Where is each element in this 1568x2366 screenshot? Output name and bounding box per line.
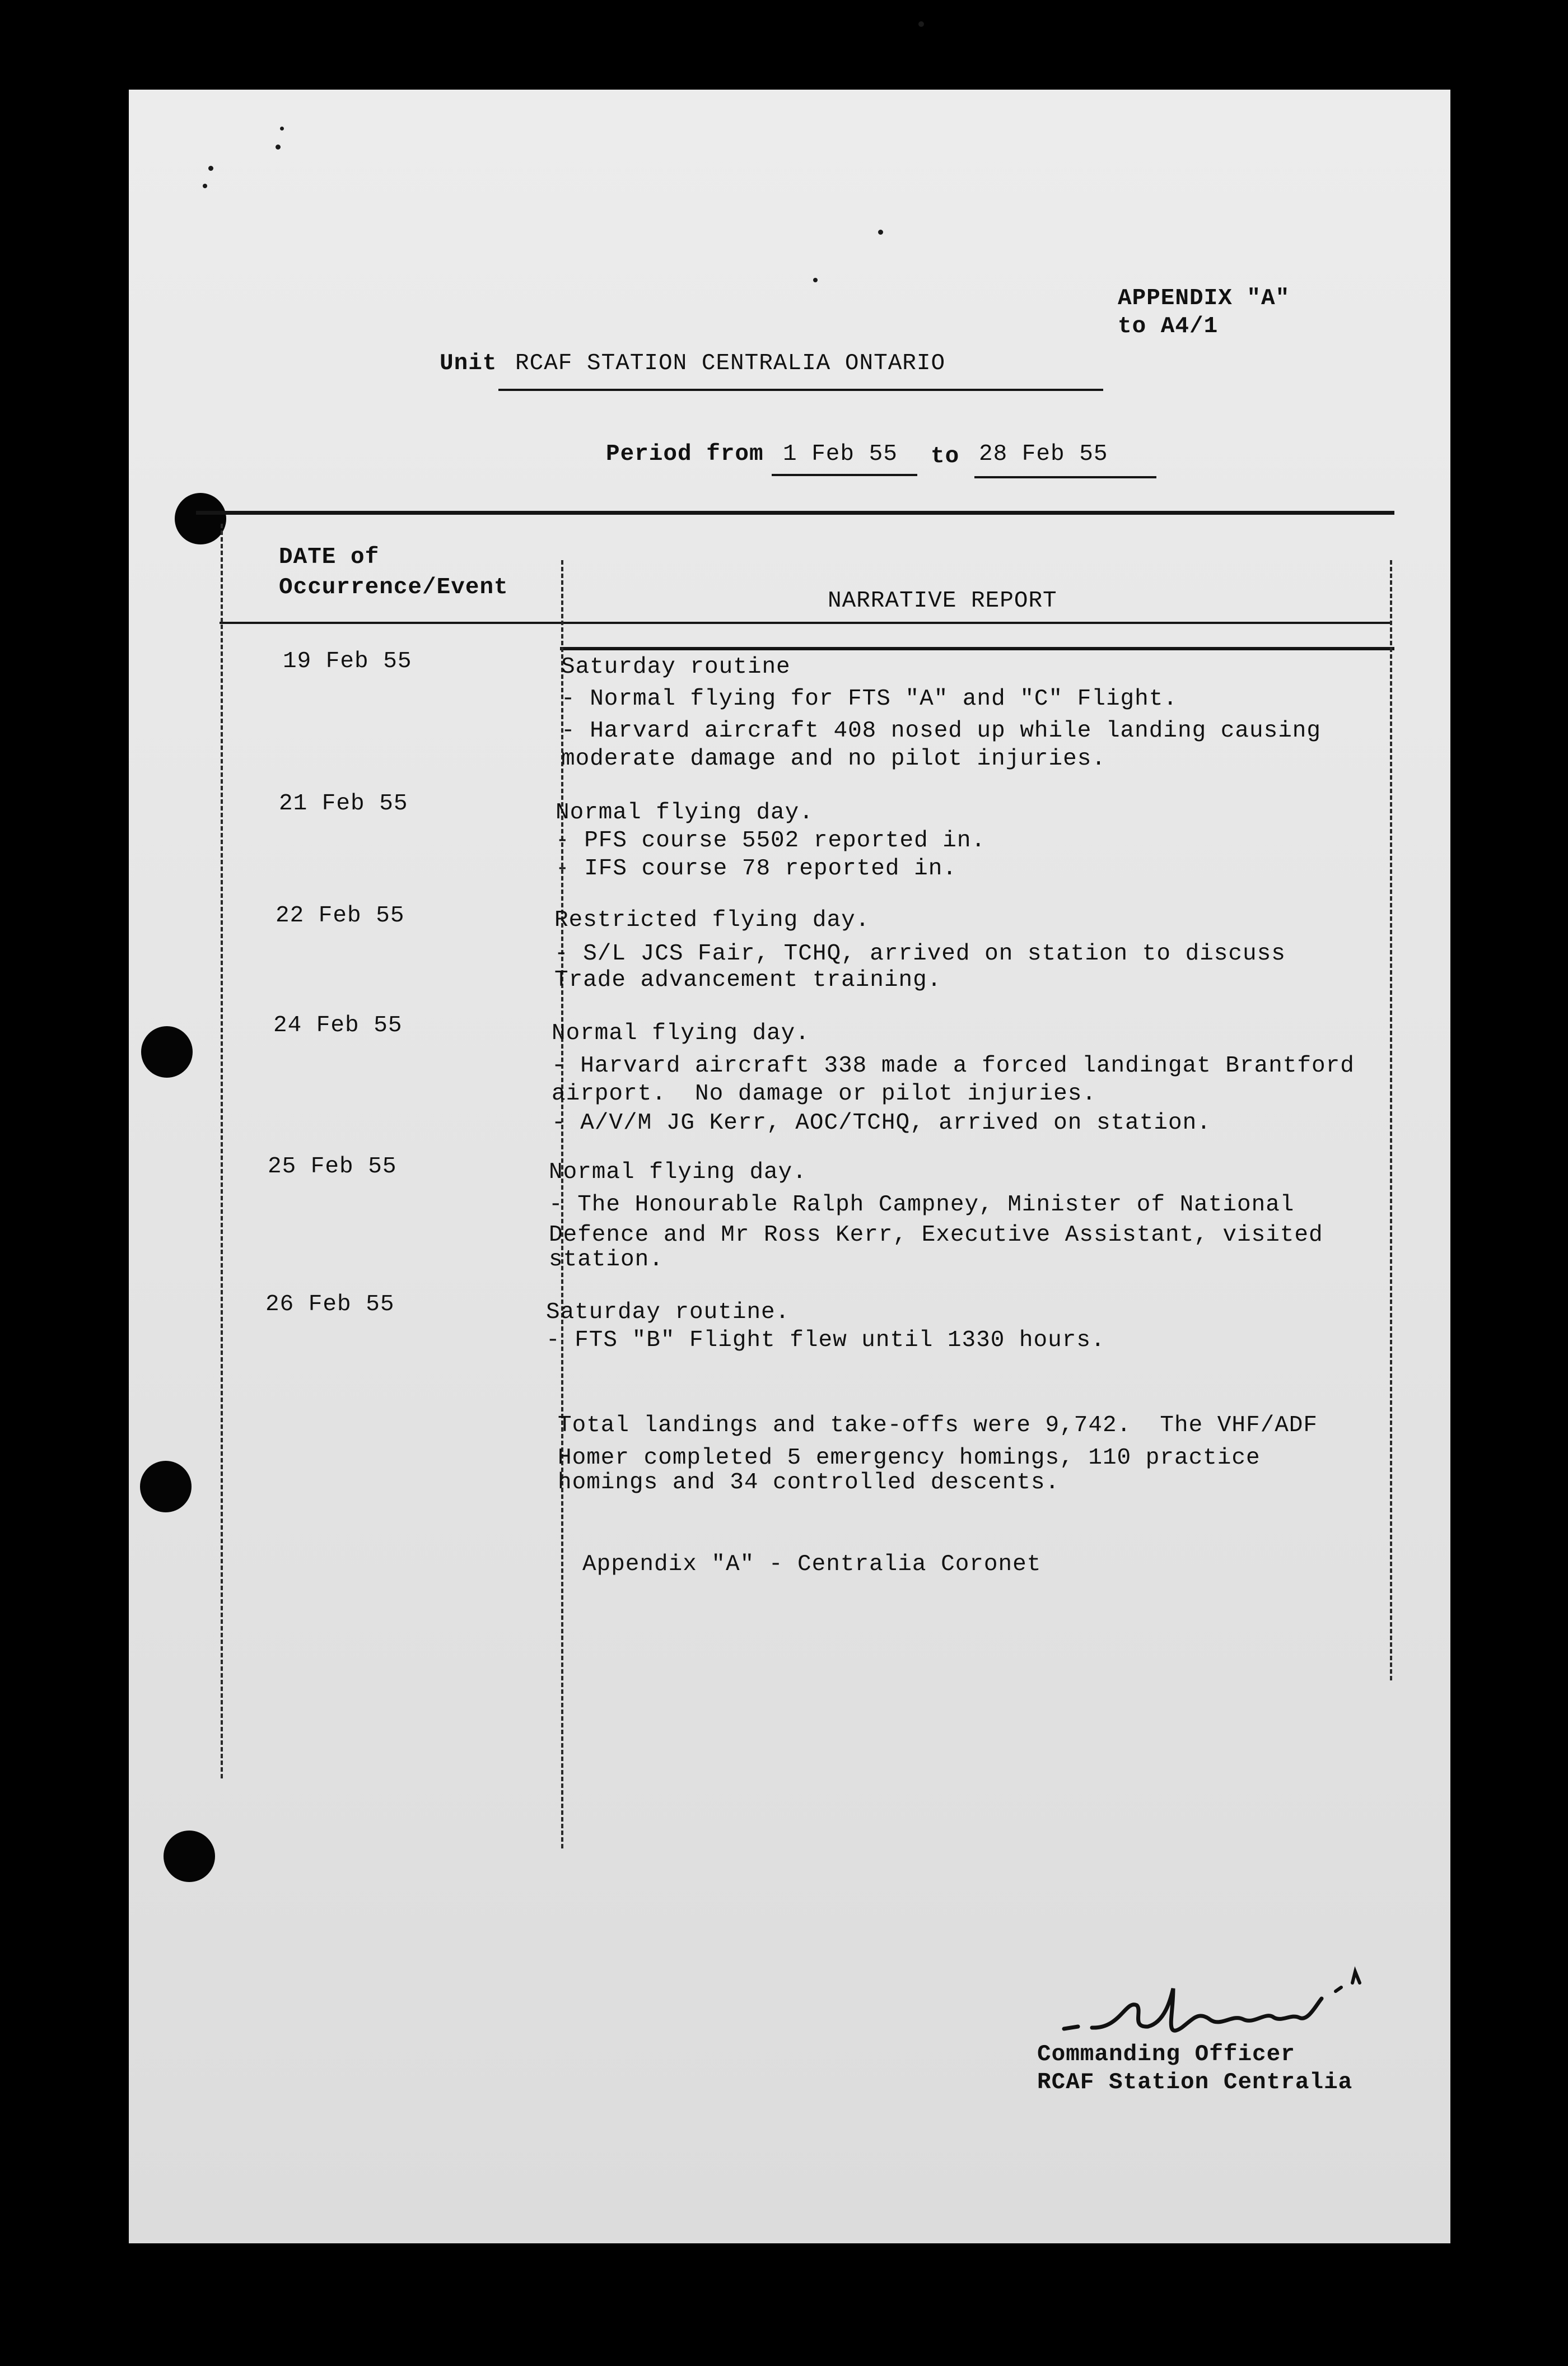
entry-date: 19 Feb 55	[283, 649, 412, 674]
speck	[813, 278, 818, 282]
entry-line: airport. No damage or pilot injuries.	[552, 1081, 1096, 1107]
entry-line: Normal flying day.	[552, 1021, 810, 1046]
period-to-underline	[974, 476, 1156, 478]
punch-hole	[141, 1026, 193, 1078]
punch-hole	[175, 493, 226, 544]
period-label: Period from	[606, 441, 764, 467]
entry-line: Trade advancement training.	[554, 967, 942, 993]
entry-date: 26 Feb 55	[265, 1292, 395, 1317]
table-left-border	[221, 524, 223, 1778]
entry-date: 24 Feb 55	[273, 1013, 403, 1038]
speck	[276, 145, 281, 150]
entry-date: 22 Feb 55	[276, 903, 405, 929]
entry-line: Normal flying day.	[556, 800, 814, 826]
speck	[203, 184, 207, 188]
table-header-rule-right	[560, 647, 1394, 650]
appendix-reference: to A4/1	[1118, 314, 1219, 339]
table-right-border	[1390, 560, 1392, 1680]
signature-unit: RCAF Station Centralia	[1037, 2070, 1353, 2095]
signature-title: Commanding Officer	[1037, 2042, 1295, 2067]
entry-line: Saturday routine.	[546, 1300, 790, 1325]
speck	[878, 230, 883, 235]
entry-line: - Normal flying for FTS "A" and "C" Flight.	[561, 686, 1178, 712]
entry-line: - S/L JCS Fair, TCHQ, arrived on station to discuss	[554, 941, 1286, 967]
appendix-note: Appendix "A" - Centralia Coronet	[582, 1552, 1042, 1577]
period-to: 28 Feb 55	[979, 441, 1108, 467]
speck	[208, 166, 213, 171]
punch-hole	[140, 1461, 192, 1512]
entry-line: - A/V/M JG Kerr, AOC/TCHQ, arrived on station.	[552, 1110, 1211, 1136]
handwritten-signature	[1053, 1966, 1389, 2044]
unit-value: RCAF STATION CENTRALIA ONTARIO	[515, 351, 946, 376]
entry-line: Normal flying day.	[549, 1159, 807, 1185]
date-column-header-line2: Occurrence/Event	[279, 575, 508, 600]
entry-line: - Harvard aircraft 408 nosed up while landing causing	[561, 718, 1322, 744]
unit-label: Unit	[440, 351, 497, 376]
speck	[280, 127, 284, 131]
entry-line: - IFS course 78 reported in.	[556, 856, 957, 882]
entry-line: - PFS course 5502 reported in.	[556, 828, 986, 854]
entry-line: - The Honourable Ralph Campney, Minister of National	[549, 1192, 1295, 1218]
narrative-column-header: NARRATIVE REPORT	[828, 588, 1057, 614]
speck	[918, 21, 924, 27]
table-header-rule-left	[220, 622, 1390, 624]
appendix-label: APPENDIX "A"	[1118, 286, 1290, 311]
table-top-rule	[196, 511, 1394, 515]
entry-date: 25 Feb 55	[268, 1154, 397, 1180]
entry-line: Saturday routine	[561, 654, 791, 680]
period-to-label: to	[931, 444, 960, 469]
period-from-underline	[772, 474, 917, 476]
entry-line: - FTS "B" Flight flew until 1330 hours.	[546, 1328, 1105, 1353]
unit-underline	[498, 389, 1103, 391]
date-column-header: DATE of	[279, 544, 380, 570]
entry-line: station.	[549, 1247, 664, 1273]
summary-line: homings and 34 controlled descents.	[558, 1470, 1060, 1496]
entry-line: moderate damage and no pilot injuries.	[561, 746, 1106, 772]
entry-line: - Harvard aircraft 338 made a forced landingat Brantford	[552, 1053, 1355, 1079]
entry-date: 21 Feb 55	[279, 791, 408, 817]
punch-hole	[164, 1831, 215, 1882]
summary-line: Homer completed 5 emergency homings, 110 practice	[558, 1445, 1261, 1471]
summary-line: Total landings and take-offs were 9,742. The VHF/ADF	[558, 1413, 1318, 1438]
entry-line: Defence and Mr Ross Kerr, Executive Assistant, visited	[549, 1222, 1323, 1248]
period-from: 1 Feb 55	[783, 441, 898, 467]
entry-line: Restricted flying day.	[554, 907, 870, 933]
